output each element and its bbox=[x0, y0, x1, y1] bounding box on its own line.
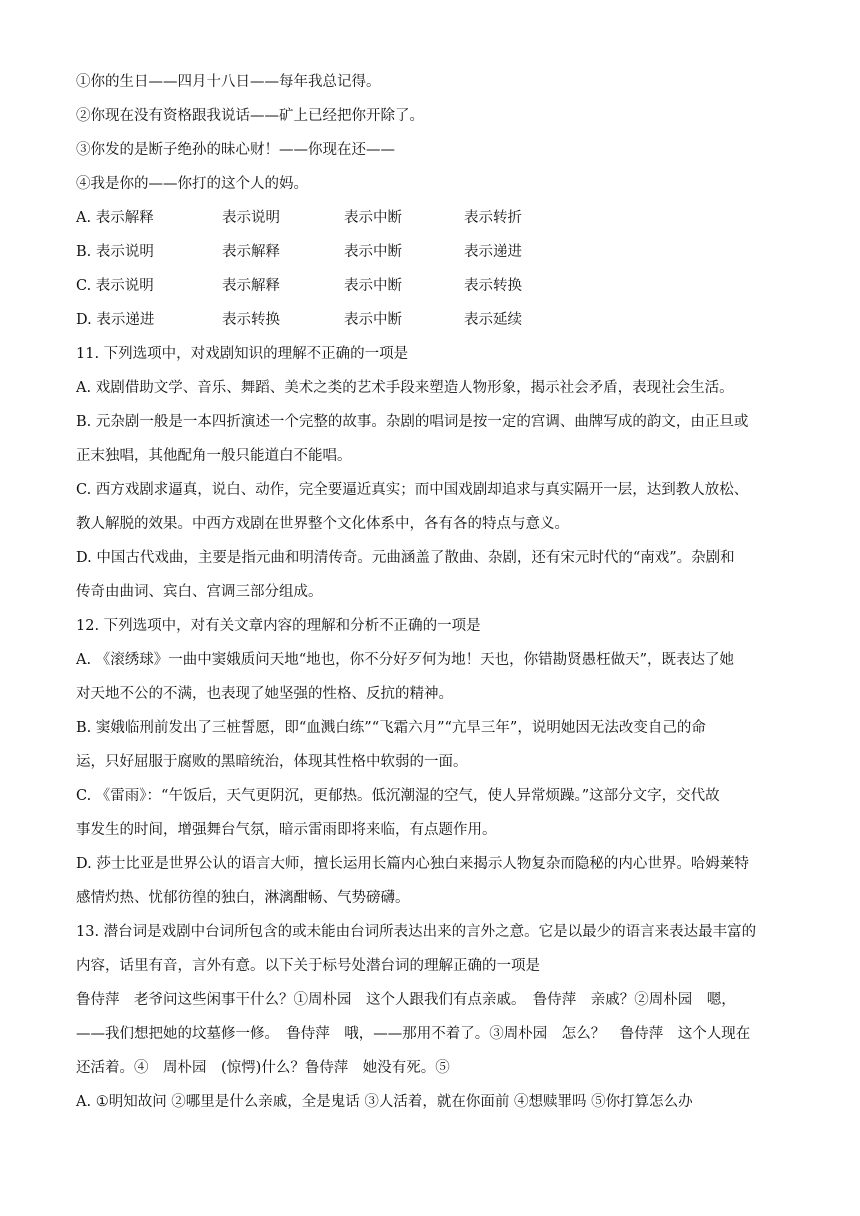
q12-option-b-line2: 运，只好屈服于腐败的黑暗统治，体现其性格中软弱的一面。 bbox=[76, 754, 468, 770]
q11-option-c-line2: 教人解脱的效果。中西方戏剧在世界整个文化体系中，各有各的特点与意义。 bbox=[76, 516, 569, 532]
option-col-3: 表示中断 bbox=[344, 210, 402, 226]
option-col-4: 表示递进 bbox=[464, 244, 522, 260]
example-1: ①你的生日——四月十八日——每年我总记得。 bbox=[76, 74, 381, 90]
option-label: C. 表示说明 bbox=[76, 278, 154, 294]
q11-option-c-line1[interactable]: C. 西方戏剧求逼真，说白、动作，完全要逼近真实；而中国戏剧却追求与真实隔开一层，达到教人放松、 bbox=[76, 482, 749, 498]
q12-option-b-line1[interactable]: B. 窦娥临刑前发出了三桩誓愿，即“血溅白练”“飞霜六月”“亢旱三年”，说明她因无法改变自己的命 bbox=[76, 720, 706, 736]
q13-option-a[interactable]: A. ①明知故问 ②哪里是什么亲戚，全是鬼话 ③人活着，就在你面前 ④想赎罪吗 ⑤你打算怎么办 bbox=[76, 1094, 693, 1110]
example-4: ④我是你的——你打的这个人的妈。 bbox=[76, 176, 308, 192]
q12-option-c-line1[interactable]: C. 《雷雨》：“午饭后，天气更阴沉，更郁热。低沉潮湿的空气，使人异常烦躁。”这部分文字，交代故 bbox=[76, 788, 720, 804]
q11-option-b-line2: 正末独唱，其他配角一般只能道白不能唱。 bbox=[76, 448, 352, 464]
option-col-3: 表示中断 bbox=[344, 244, 402, 260]
option-col-2: 表示解释 bbox=[222, 278, 280, 294]
q13-stem-line2: 内容，话里有音，言外有意。以下关于标号处潜台词的理解正确的一项是 bbox=[76, 958, 540, 974]
q13-passage-line3: 还活着。④ 周朴园 (惊愕)什么？鲁侍萍 她没有死。⑤ bbox=[76, 1060, 450, 1076]
q11-option-b-line1[interactable]: B. 元杂剧一般是一本四折演述一个完整的故事。杂剧的唱词是按一定的宫调、曲牌写成的韵文，由正旦或 bbox=[76, 414, 749, 430]
option-label: D. 表示递进 bbox=[76, 312, 155, 328]
option-col-4: 表示转换 bbox=[464, 278, 522, 294]
q12-stem: 12. 下列选项中，对有关文章内容的理解和分析不正确的一项是 bbox=[76, 618, 481, 634]
q13-passage-line2: ——我们想把她的坟墓修一修。 鲁侍萍 哦，——那用不着了。③周朴园 怎么？ 鲁侍萍 这个人现在 bbox=[76, 1026, 751, 1042]
option-col-4: 表示转折 bbox=[464, 210, 522, 226]
q11-stem: 11. 下列选项中，对戏剧知识的理解不正确的一项是 bbox=[76, 346, 409, 362]
q12-option-c-line2: 事发生的时间，增强舞台气氛，暗示雷雨即将来临，有点题作用。 bbox=[76, 822, 497, 838]
q11-option-d-line1[interactable]: D. 中国古代戏曲，主要是指元曲和明清传奇。元曲涵盖了散曲、杂剧，还有宋元时代的“南戏”。杂剧和 bbox=[76, 550, 735, 566]
q11-option-a[interactable]: A. 戏剧借助文学、音乐、舞蹈、美术之类的艺术手段来塑造人物形象，揭示社会矛盾，表现社会生活。 bbox=[76, 380, 734, 396]
q11-option-d-line2: 传奇由曲词、宾白、宫调三部分组成。 bbox=[76, 584, 323, 600]
example-2: ②你现在没有资格跟我说话——矿上已经把你开除了。 bbox=[76, 108, 424, 124]
example-3: ③你发的是断子绝孙的昧心财！——你现在还—— bbox=[76, 142, 395, 158]
option-col-2: 表示说明 bbox=[222, 210, 280, 226]
option-col-3: 表示中断 bbox=[344, 312, 402, 328]
option-col-4: 表示延续 bbox=[464, 312, 522, 328]
option-col-2: 表示转换 bbox=[222, 312, 280, 328]
q13-passage-line1: 鲁侍萍 老爷问这些闲事干什么？①周朴园 这个人跟我们有点亲戚。 鲁侍萍 亲戚？②周朴园 嗯， bbox=[76, 992, 736, 1008]
q12-option-a-line2: 对天地不公的不满，也表现了她坚强的性格、反抗的精神。 bbox=[76, 686, 453, 702]
q12-option-a-line1[interactable]: A. 《滚绣球》一曲中窦娥质问天地“地也，你不分好歹何为地！天也，你错勘贤愚枉做天”，既表达了她 bbox=[76, 652, 735, 668]
option-label: B. 表示说明 bbox=[76, 244, 154, 260]
option-label: A. 表示解释 bbox=[76, 210, 154, 226]
option-col-3: 表示中断 bbox=[344, 278, 402, 294]
option-col-2: 表示解释 bbox=[222, 244, 280, 260]
q12-option-d-line1[interactable]: D. 莎士比亚是世界公认的语言大师，擅长运用长篇内心独白来揭示人物复杂而隐秘的内心世界。哈姆莱特 bbox=[76, 856, 749, 872]
q12-option-d-line2: 感情灼热、忧郁彷徨的独白，淋漓酣畅、气势磅礴。 bbox=[76, 890, 410, 906]
q13-stem-line1: 13. 潜台词是戏剧中台词所包含的或未能由台词所表达出来的言外之意。它是以最少的语言来表达最丰富的 bbox=[76, 924, 757, 940]
